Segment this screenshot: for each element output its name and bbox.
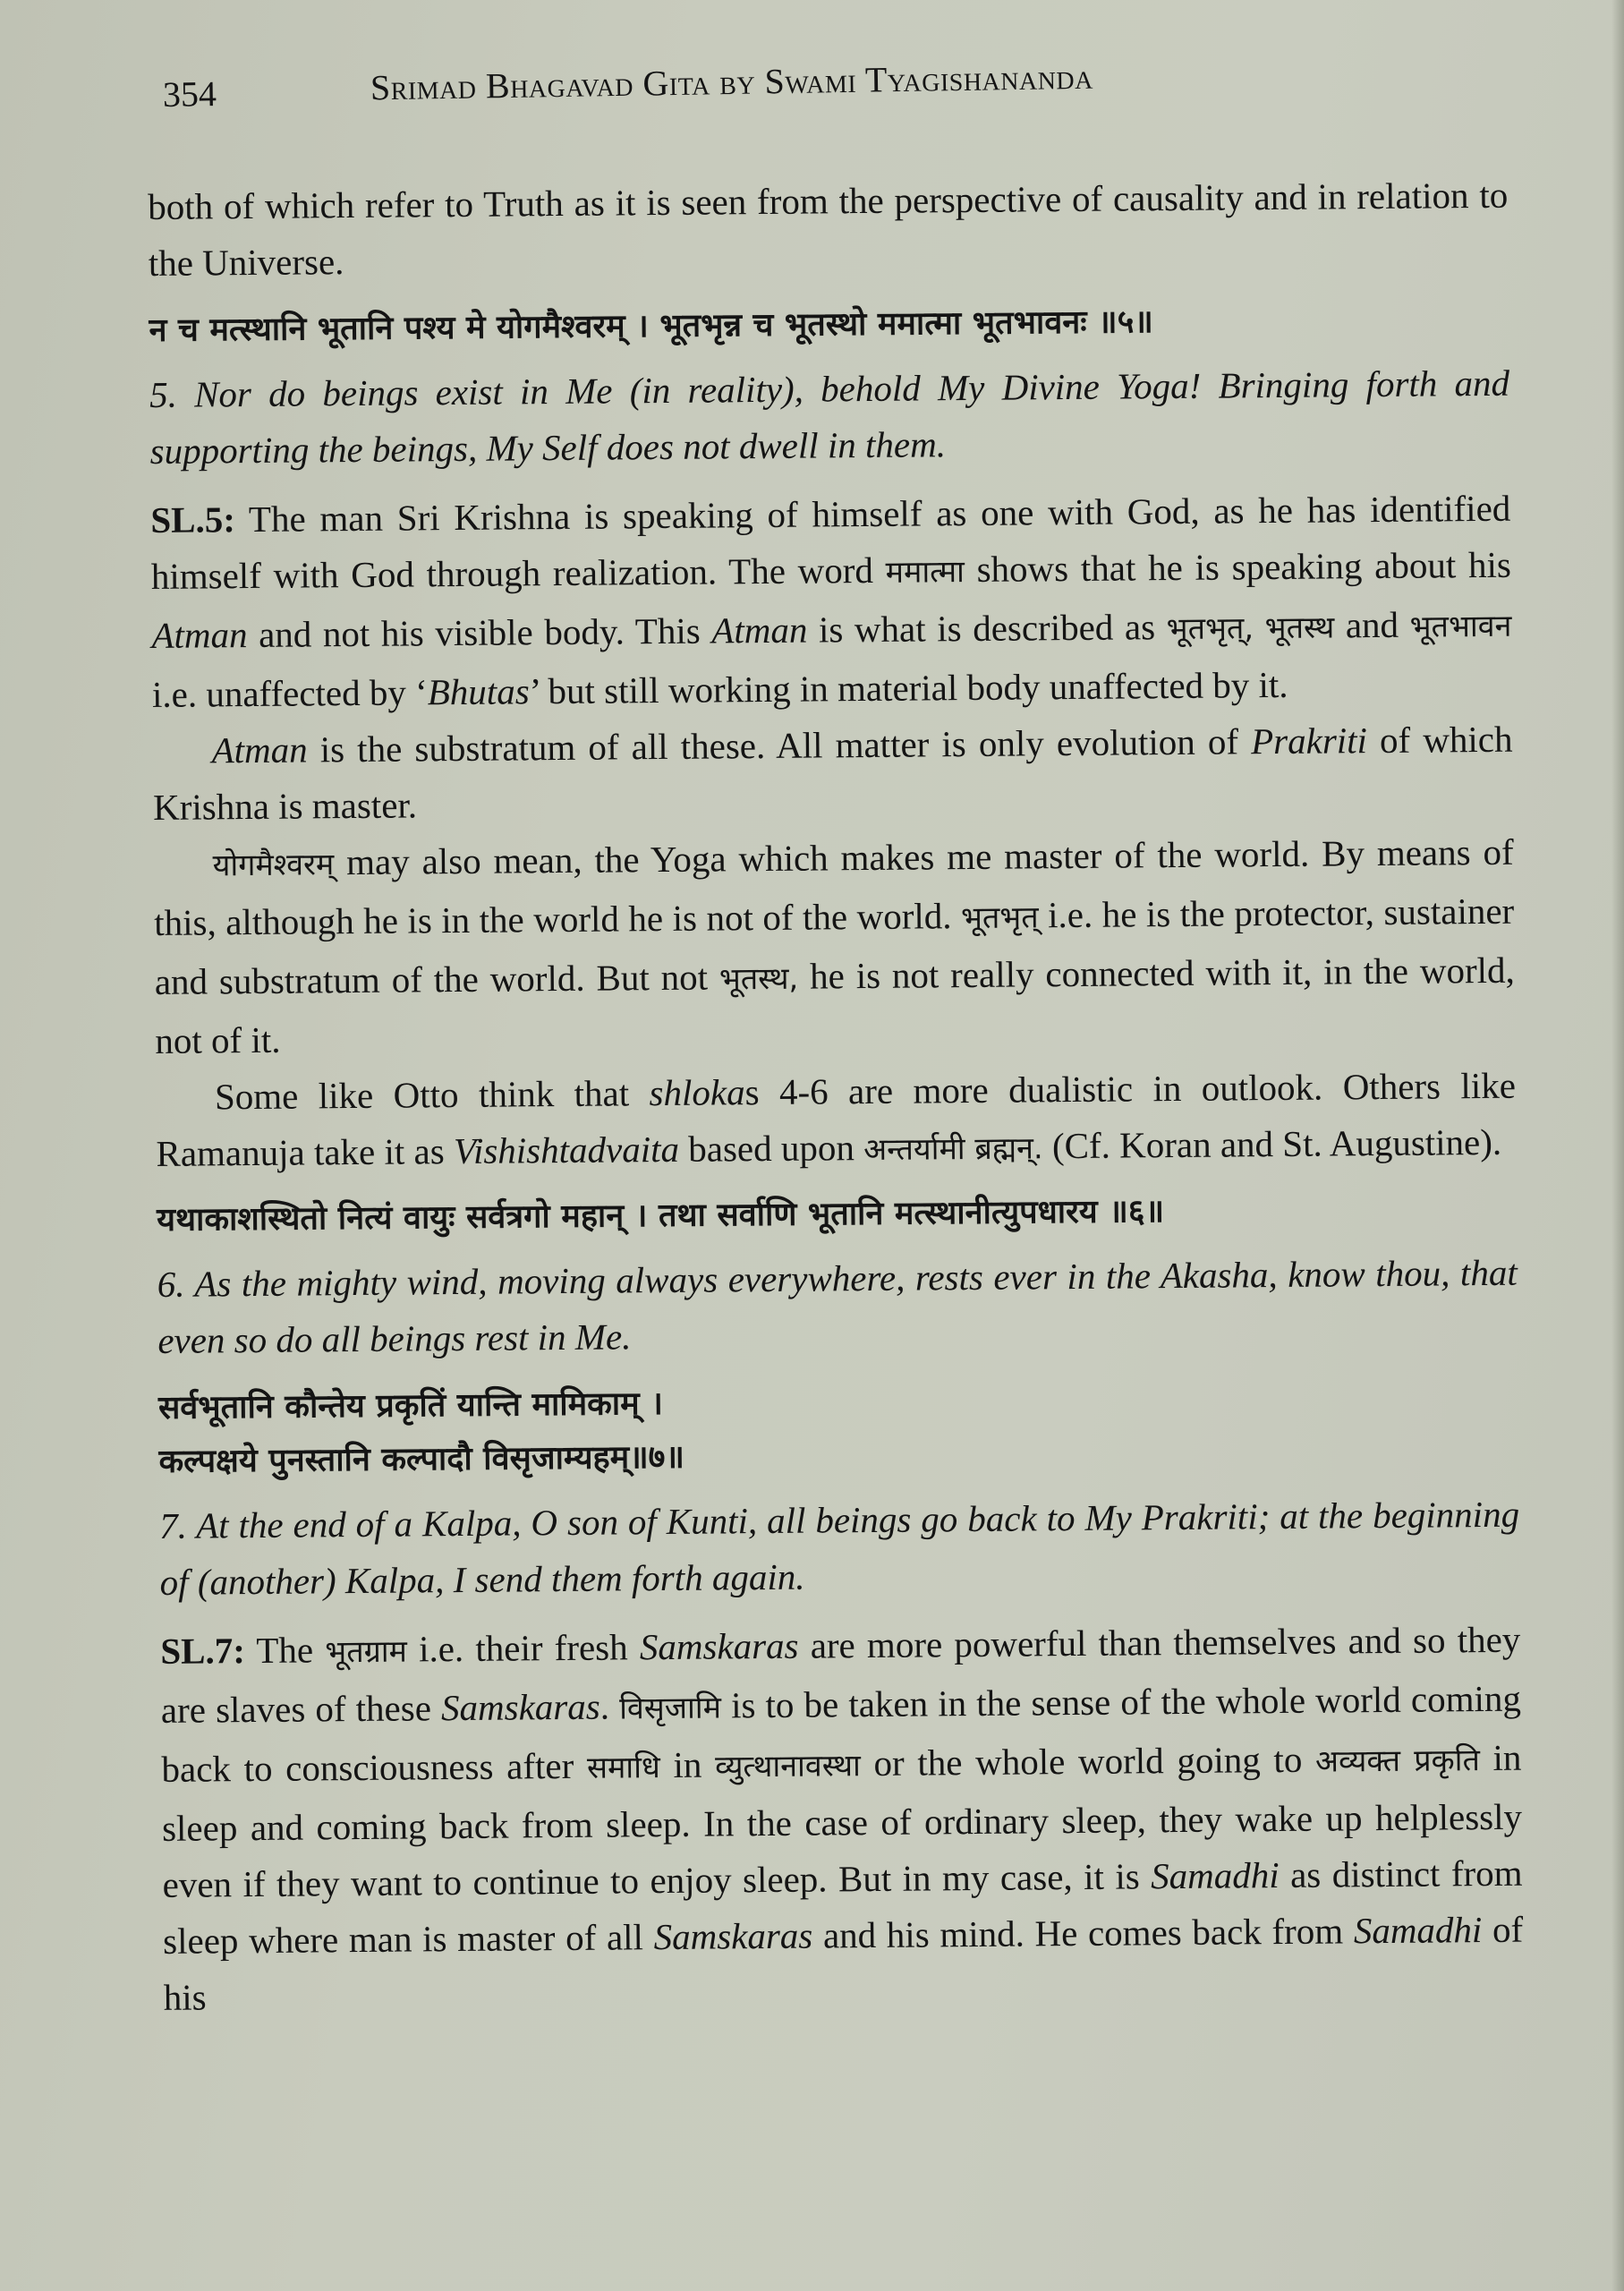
- text-run: is what is described as: [807, 606, 1167, 651]
- sl5-paragraph-2: [152, 711, 1513, 836]
- text-run: he is not really connected with it, in the world, not of it.: [155, 949, 1515, 1061]
- sl5-paragraph-3: [153, 824, 1515, 1069]
- verse-7-sanskrit-line-1: सर्वभूतानि कौन्तेय प्रकृतिं यान्ति मामिकाम् ।: [157, 1385, 664, 1427]
- text-run: of his: [163, 1908, 1524, 2018]
- sanskrit-term: भूतभृत्: [960, 899, 1039, 937]
- emphasis: Prakriti: [1250, 720, 1368, 762]
- text-run: in: [659, 1743, 716, 1786]
- sl5-label: SL.5:: [150, 498, 236, 541]
- emphasis: shloka: [649, 1071, 745, 1114]
- sanskrit-term: भूतग्राम: [325, 1633, 408, 1671]
- text-run: and not his visible body. This: [247, 609, 712, 656]
- book-title: Srimad Bhagavad Gita by Swami Tyagishananda: [370, 55, 1094, 108]
- emphasis: Atman: [211, 728, 308, 771]
- verse-7-translation: 7. At the end of a Kalpa, O son of Kunti, all beings go back to My Prakriti; at the beginning of (another) Kalpa, I send them forth again.: [158, 1493, 1520, 1603]
- emphasis: Samskaras: [440, 1685, 600, 1729]
- text-run: Some like Otto think that: [214, 1072, 650, 1118]
- emphasis: Atman: [151, 614, 248, 656]
- text-run: of which Krishna is master.: [152, 718, 1513, 828]
- sanskrit-term: विसृजामि: [618, 1690, 722, 1727]
- verse-6-translation: 6. As the mighty wind, moving always everywhere, rests ever in the Akasha, know thou, that even so do all beings rest in Me.: [157, 1251, 1518, 1361]
- sanskrit-term: व्युत्थानावस्था: [714, 1748, 862, 1785]
- text-run: shows that he is speaking about his: [964, 543, 1512, 591]
- sanskrit-term: ममात्मा: [885, 554, 965, 591]
- emphasis: Bhutas: [427, 670, 530, 713]
- verse-5-sanskrit: न च मत्स्थानि भूतानि पश्य मे योगमैश्वरम् । भूतभृन्न च भूतस्थो ममात्मा भूतभावनः ॥५॥: [149, 303, 1154, 349]
- sanskrit-term: अव्यक्त प्रकृति: [1314, 1742, 1481, 1780]
- sanskrit-term: अन्तर्यामी ब्रह्मन्.: [863, 1130, 1043, 1169]
- emphasis: Atman: [711, 609, 808, 652]
- text-run: i.e. unaffected by ‘: [151, 671, 428, 715]
- text-run: in sleep and coming back from sleep. In the case of ordinary sleep, they wake up helplessly even if they want to continue to enjoy sleep. But in my case, it is: [161, 1736, 1523, 1905]
- sanskrit-term: भूतभावन: [1409, 608, 1512, 645]
- emphasis: Samadhi: [1353, 1909, 1483, 1952]
- text-run: (Cf. Koran and St. Augustine).: [1042, 1120, 1502, 1167]
- text-run: as distinct from sleep where man is master of all: [162, 1852, 1523, 1962]
- sl7-paragraph: [160, 1612, 1524, 2026]
- text-run: The: [244, 1629, 326, 1672]
- sl5-paragraph-4: [156, 1058, 1517, 1185]
- intro-paragraph: both of which refer to Truth as it is seen from the perspective of causality and in relation to the Universe.: [148, 174, 1509, 284]
- text-run: is the substratum of all these. All matter is only evolution of: [307, 720, 1252, 771]
- verse-6-sanskrit: यथाकाशस्थितो नित्यं वायुः सर्वत्रगो महान् । तथा सर्वाणि भूतानि मत्स्थानीत्युपधारय ॥६॥: [156, 1193, 1165, 1239]
- body-text: [148, 167, 1524, 2026]
- verse-7-sanskrit-line-2: कल्पक्षये पुनस्तानि कल्पादौ विसृजाम्यहम्॥७॥: [158, 1438, 685, 1480]
- running-header: [163, 52, 1327, 123]
- text-run: may also mean, the Yoga which makes me master of the world. By means of this, although he is in the world he is not of the world.: [154, 830, 1514, 943]
- text-run: or the whole world going to: [860, 1738, 1316, 1784]
- sanskrit-term: योगमैश्वरम्: [212, 847, 335, 884]
- text-run: .: [599, 1685, 620, 1727]
- sanskrit-term: भूतस्थ: [1264, 609, 1335, 647]
- text-run: based upon: [678, 1127, 864, 1170]
- sanskrit-term: भूतभृत्,: [1166, 610, 1254, 648]
- emphasis: Samadhi: [1150, 1854, 1280, 1897]
- page-number: 354: [162, 73, 217, 115]
- verse-5-translation: 5. Nor do beings exist in Me (in reality), behold My Divine Yoga! Bringing forth and supporting the beings, My Self does not dwell in them.: [149, 362, 1510, 472]
- sl7-label: SL.7:: [160, 1630, 246, 1672]
- page-edge-shadow: [1611, 0, 1624, 2291]
- emphasis: Samskaras: [653, 1914, 813, 1958]
- text-run: i.e. their fresh: [406, 1626, 641, 1670]
- emphasis: Vishishtadvaita: [453, 1128, 680, 1172]
- sanskrit-term: समाधि: [586, 1750, 660, 1786]
- emphasis: Samskaras: [639, 1624, 799, 1668]
- text-run: is to be taken in the sense of the whole world coming back to consciousness after: [161, 1677, 1522, 1790]
- sanskrit-term: भूतस्थ,: [718, 960, 799, 998]
- text-run: and: [1334, 603, 1410, 646]
- text-run: s 4-6 are more dualistic in outlook. Others like Ramanuja take it as: [156, 1064, 1517, 1174]
- text-run: The man Sri Krishna is speaking of himself as one with God, as he has identified himself with God through realization. The word: [150, 487, 1511, 597]
- text-run: are more powerful than themselves and so they are slaves of these: [160, 1618, 1521, 1731]
- text-run: and his mind. He comes back from: [812, 1910, 1355, 1956]
- text-run: ’ but still working in material body unaffected by it.: [529, 663, 1288, 712]
- text-run: i.e. he is the protector, sustainer and substratum of the world. But not: [154, 890, 1515, 1002]
- sl5-paragraph-1: [150, 481, 1512, 723]
- text-run: [1254, 605, 1265, 646]
